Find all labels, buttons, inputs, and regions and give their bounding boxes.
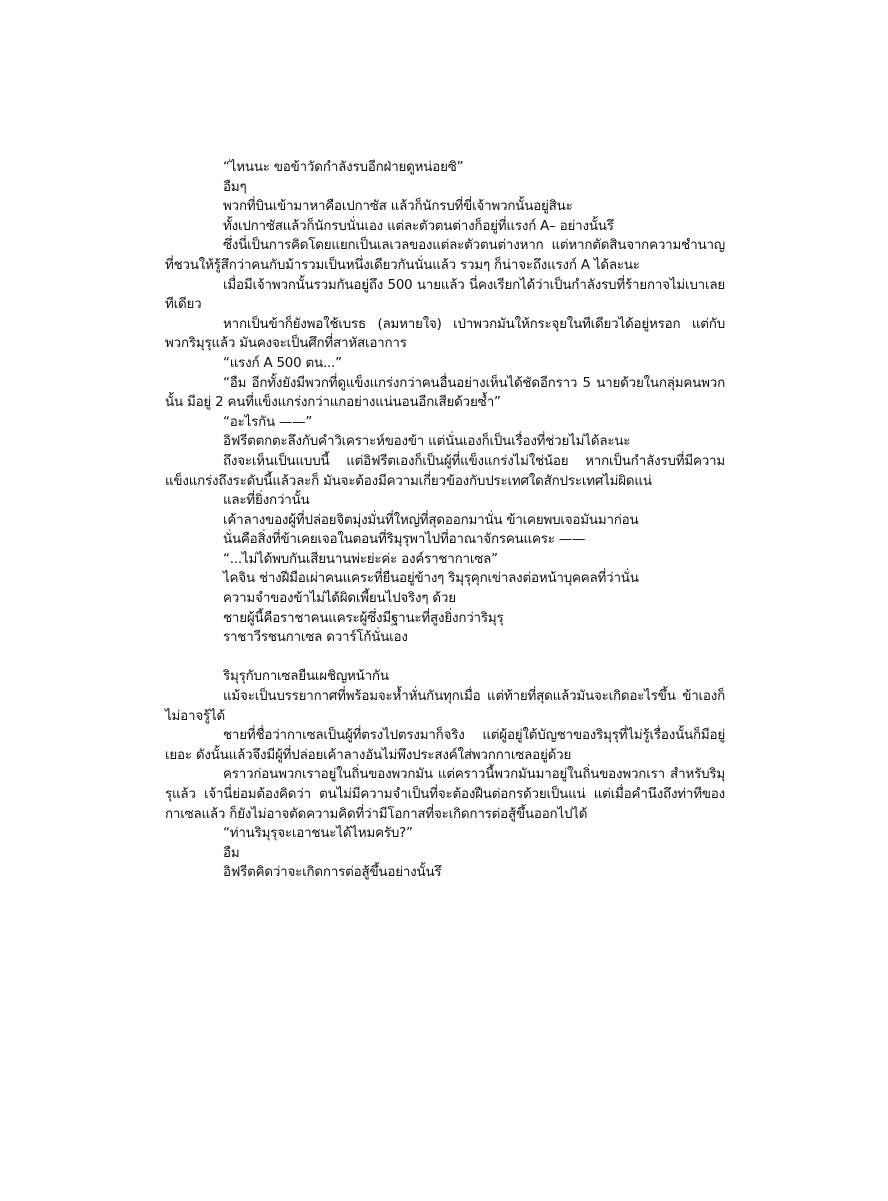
paragraph: ซึ่งนี่เป็นการคิดโดยแยกเป็นเลเวลของแต่ละตัวตนต่างหาก แต่หากตัดสินจากความชำนาญที่ชวนให้รู้สึกว่าคนกับม้ารวมเป็นหนึ่งเดียวกันนั่นแล้ว รวมๆ ก็น่าจะถึงแรงก์ A ได้ละนะ <box>165 238 725 273</box>
paragraph: อิฟรีตคิดว่าจะเกิดการต่อสู้ขึ้นอย่างนั้นรึ <box>223 865 442 881</box>
paragraph: “ไหนนะ ขอข้าวัดกำลังรบอีกฝ่ายดูหน่อยซิ” <box>223 160 464 175</box>
paragraph: ความจำของข้าไม่ได้ผิดเพี้ยนไปจริงๆ ด้วย <box>223 591 456 607</box>
scene-break <box>165 648 725 668</box>
paragraph: เมื่อมีเจ้าพวกนั้นรวมกันอยู่ถึง 500 นายแล้ว นี่คงเรียกได้ว่าเป็นกำลังรบที่ร้ายกาจไม่เบาเลยทีเดียว <box>165 277 725 313</box>
paragraph: เค้าลางของผู้ที่ปล่อยจิตมุ่งมั่นที่ใหญ่ที่สุดออกมานั่น ข้าเคยพบเจอมันมาก่อน <box>223 512 639 528</box>
paragraph: “อะไรกัน ——” <box>223 414 313 430</box>
paragraph: ทั้งเปกาซัสแล้วก็นักรบนั่นเอง แต่ละตัวตนต่างก็อยู่ที่แรงก์ A– อย่างนั้นรึ <box>223 218 614 234</box>
paragraph: “แรงก์ A 500 ตน...” <box>223 355 342 371</box>
paragraph: และที่ยิ่งกว่านั้น <box>223 493 310 509</box>
paragraph: ริมุรุกับกาเซลยืนเผชิญหน้ากัน <box>223 669 389 685</box>
paragraph: ชายผู้นี้คือราชาคนแคระผู้ซึ่งมีฐานะที่สูงยิ่งกว่าริมุรุ <box>223 610 504 626</box>
paragraph: นั่นคือสิ่งที่ข้าเคยเจอในตอนที่ริมุรุพาไปที่อาณาจักรคนแคระ —— <box>223 532 586 548</box>
paragraph: แม้จะเป็นบรรยากาศที่พร้อมจะห้ำหั่นกันทุกเมื่อ แต่ท้ายที่สุดแล้วมันจะเกิดอะไรขึ้น ข้าเองก็ไม่อาจรู้ได้ <box>165 689 725 724</box>
paragraph: คราวก่อนพวกเราอยู่ในถิ่นของพวกมัน แต่คราวนี้พวกมันมาอยู่ในถิ่นของพวกเรา สำหรับริมุรุแล้ว เจ้านี่ย่อมต้องคิดว่า ตนไม่มีความจำเป็นที่จะต้องฝืนต่อกรด้วยเป็นแน่ แต่เมื่อคำนึงถึงท่าทีของกาเซลแล้ว ก็ยังไม่อาจตัดความคิดที่ว่ามีโอกาสที่จะเกิดการต่อสู้ขึ้นออกไปได้ <box>165 767 725 822</box>
paragraph: อืม <box>223 845 240 861</box>
paragraph: ราชาวีรชนกาเซล ดวาร์โก้นั่นเอง <box>223 630 408 646</box>
paragraph: “อืม อีกทั้งยังมีพวกที่ดูแข็งแกร่งกว่าคนอื่นอย่างเห็นได้ชัดอีกราว 5 นายด้วยในกลุ่มคนพวกนั้น มีอยู่ 2 คนที่แข็งแกร่งกว่าแกอย่างแน่นอนอีกเสียด้วยซ้ำ” <box>165 375 725 411</box>
paragraph: อืมๆ <box>223 179 247 195</box>
paragraph: หากเป็นข้าก็ยังพอใช้เบรธ (ลมหายใจ) เป่าพวกมันให้กระจุยในทีเดียวได้อยู่หรอก แต่กับพวกริมุรุแล้ว มันคงจะเป็นศึกที่สาหัสเอาการ <box>165 316 725 352</box>
paragraph: “ท่านริมุรุจะเอาชนะได้ไหมครับ?” <box>223 826 413 842</box>
paragraph: ชายที่ชื่อว่ากาเซลเป็นผู้ที่ตรงไปตรงมาก็จริง แต่ผู้อยู่ใต้บัญชาของริมุรุที่ไม่รู้เรื่องนั้นก็มีอยู่เยอะ ดังนั้นแล้วจึงมีผู้ที่ปล่อยเค้าลางอันไม่พึงประสงค์ใส่พวกกาเซลอยู่ด้วย <box>165 728 725 763</box>
paragraph: “...ไม่ได้พบกันเสียนานพ่ะย่ะค่ะ องค์ราชากาเซล” <box>223 551 498 567</box>
paragraph: ถึงจะเห็นเป็นแบบนี้ แต่อิฟรีตเองก็เป็นผู้ที่แข็งแกร่งไม่ใช่น้อย หากเป็นกำลังรบที่มีความแข็งแกร่งถึงระดับนี้แล้วละก็ มันจะต้องมีความเกี่ยวข้องกับประเทศใดสักประเทศไม่ผิดแน่ <box>165 453 725 489</box>
body-text <box>165 158 725 883</box>
paragraph: ไคจิน ช่างฝีมือเผ่าคนแคระที่ยืนอยู่ข้างๆ ริมุรุคุกเข่าลงต่อหน้าบุคคลที่ว่านั่น <box>223 571 639 587</box>
paragraph: พวกที่บินเข้ามาหาคือเปกาซัส แล้วก็นักรบที่ขี่เจ้าพวกนั้นอยู่สินะ <box>223 199 573 215</box>
paragraph: อิฟรีตตกตะลึงกับคำวิเคราะห์ของข้า แต่นั่นเองก็เป็นเรื่องที่ช่วยไม่ได้ละนะ <box>223 434 631 450</box>
